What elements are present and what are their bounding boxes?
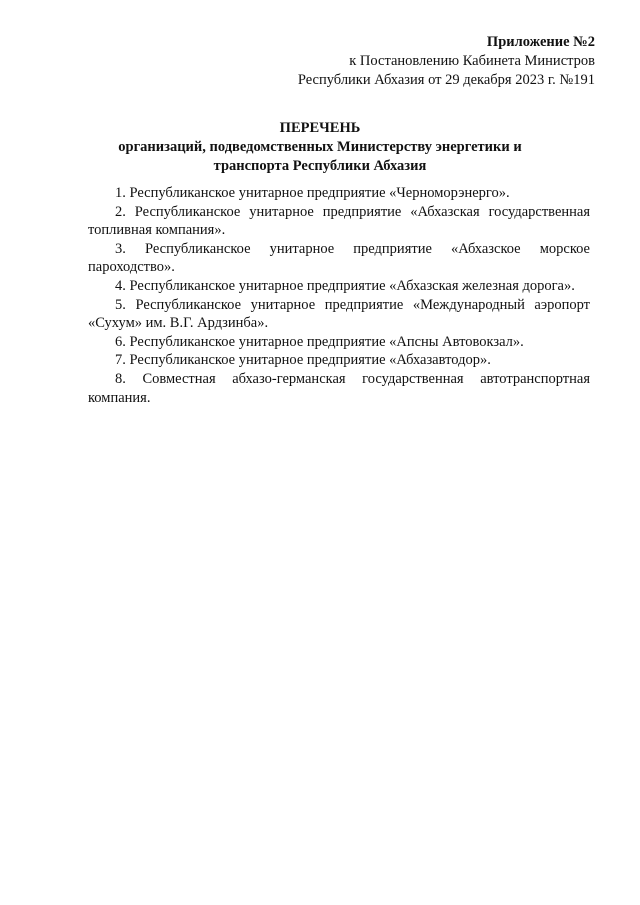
list-item-3: 3. Республиканское унитарное предприятие «Абхазское морское пароходство».	[88, 240, 590, 276]
heading-subtitle: организаций, подведомственных Министерству энергетики и транспорта Республики Абхазия	[118, 139, 522, 174]
document-heading	[0, 119, 640, 176]
annex-title: Приложение №2	[486, 34, 595, 50]
annex-line-1: к Постановлению Кабинета Министров	[349, 53, 595, 69]
list-item-7: 7. Республиканское унитарное предприятие «Абхазавтодор».	[115, 352, 491, 369]
annex-line-2: Республики Абхазия от 29 декабря 2023 г. №191	[297, 72, 595, 88]
organization-list	[88, 184, 590, 407]
list-item-2: 2. Республиканское унитарное предприятие «Абхазская государственная топливная компания».	[88, 203, 590, 239]
heading-title: ПЕРЕЧЕНЬ	[279, 120, 361, 136]
annex-block	[298, 33, 595, 90]
list-item-6: 6. Республиканское унитарное предприятие «Апсны Автовокзал».	[115, 333, 524, 350]
list-item-1: 1. Республиканское унитарное предприятие «Черноморэнерго».	[115, 185, 510, 201]
list-item-8: 8. Совместная абхазо-германская государственная автотранспортная компания.	[88, 370, 590, 406]
list-item-4: 4. Республиканское унитарное предприятие «Абхазская железная дорога».	[115, 277, 575, 294]
list-item-5: 5. Республиканское унитарное предприятие «Международный аэропорт «Сухум» им. В.Г. Ардзинба».	[88, 296, 590, 332]
